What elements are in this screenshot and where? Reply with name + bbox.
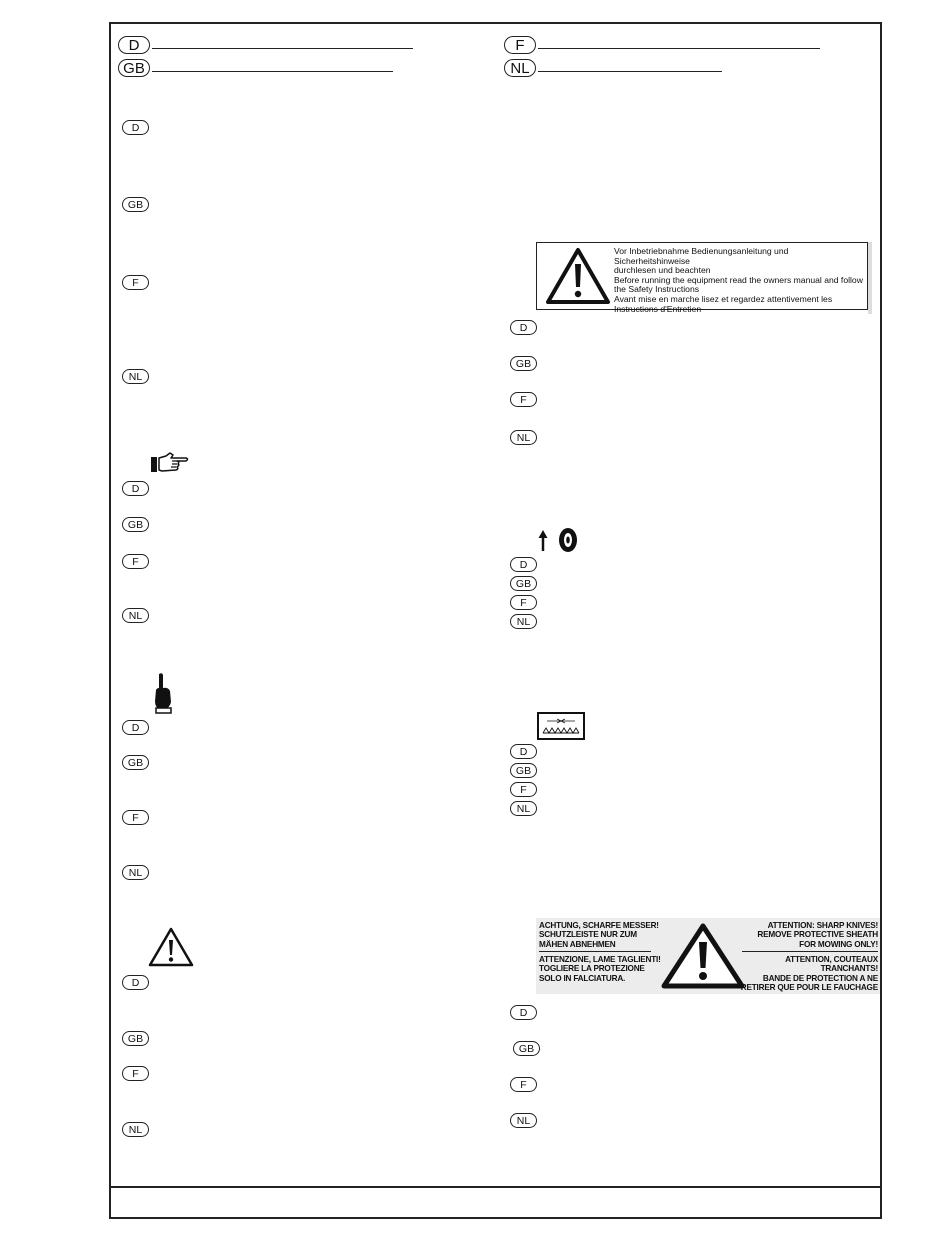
safety-notice-sticker [536, 242, 868, 314]
notice-line-5: Avant mise en marche lisez et regardez attentivement les [614, 293, 833, 304]
label-de-line-2: SCHUTZLEISTE NUR ZUM [539, 930, 637, 940]
lang-badge-gb: GB [513, 1041, 540, 1056]
warning-triangle-icon [148, 926, 194, 968]
lang-badge-nl-header: NL [504, 59, 536, 77]
label-fr-line-1: ATTENTION, COUTEAUX TRANCHANTS! [785, 955, 878, 974]
label-en-line-1: ATTENTION: SHARP KNIVES! [767, 921, 878, 930]
sticker-shadow [868, 242, 872, 314]
label-en-line-3: FOR MOWING ONLY! [799, 939, 878, 949]
lang-badge-fr: F [122, 1066, 149, 1081]
lang-badge-fr-header: F [504, 36, 536, 54]
lang-badge-fr: F [510, 392, 537, 407]
label-en [736, 921, 878, 949]
lang-badge-fr: F [510, 595, 537, 610]
lang-badge-fr: F [122, 554, 149, 569]
label-it-line-2: TOGLIERE LA PROTEZIONE [539, 964, 645, 974]
safety-notice-text [614, 247, 866, 314]
lang-badge-de-header: D [118, 36, 150, 54]
lang-badge-nl: NL [510, 614, 537, 629]
lang-badge-nl: NL [122, 608, 149, 623]
lang-badge-fr: F [122, 275, 149, 290]
lang-badge-fr: F [510, 1077, 537, 1092]
sharp-knives-label [536, 918, 880, 994]
lang-badge-de: D [122, 720, 149, 735]
page-frame [109, 22, 882, 1219]
label-de-line-1: ACHTUNG, SCHARFE MESSER! [539, 921, 659, 930]
lang-badge-gb: GB [122, 517, 149, 532]
pointing-hand-icon [150, 452, 190, 474]
lang-badge-de: D [510, 744, 537, 759]
lang-badge-gb: GB [510, 576, 537, 591]
label-de-line-3: MÄHEN ABNEHMEN [539, 939, 616, 949]
lang-badge-fr: F [510, 782, 537, 797]
warning-triangle-icon [545, 247, 611, 305]
notice-line-3: Before running the equipment read the owners manual and follow [614, 274, 863, 285]
lang-badge-gb: GB [510, 763, 537, 778]
label-it-line-3: SOLO IN FALCIATURA. [539, 973, 626, 983]
header-rule-gb [152, 71, 393, 72]
header-rule-fr [538, 48, 820, 49]
lang-badge-gb: GB [122, 1031, 149, 1046]
lang-badge-nl: NL [122, 865, 149, 880]
notice-line-1: Vor Inbetriebnahme Bedienungsanleitung und Sicherheitshinweise [614, 246, 789, 266]
lang-badge-nl: NL [510, 1113, 537, 1128]
lang-badge-de: D [122, 120, 149, 135]
lang-badge-de: D [510, 557, 537, 572]
footer-rule [109, 1186, 882, 1188]
lang-badge-nl: NL [510, 430, 537, 445]
lang-badge-gb: GB [122, 197, 149, 212]
label-divider-right [742, 951, 878, 952]
notice-line-6: Instructions d'Entretien [614, 303, 702, 314]
label-it [539, 955, 664, 983]
lang-badge-fr: F [122, 810, 149, 825]
lang-badge-gb: GB [122, 755, 149, 770]
lang-badge-gb-header: GB [118, 59, 150, 77]
lang-badge-de: D [122, 975, 149, 990]
header-rule-nl [538, 71, 722, 72]
lang-badge-nl: NL [510, 801, 537, 816]
label-en-line-2: REMOVE PROTECTIVE SHEATH [757, 930, 878, 940]
lang-badge-de: D [122, 481, 149, 496]
notice-line-4: the Safety Instructions [614, 284, 700, 295]
lang-badge-de: D [510, 320, 537, 335]
label-fr-line-2: BANDE DE PROTECTION A NE [762, 973, 878, 983]
lang-badge-nl: NL [122, 1122, 149, 1137]
label-divider-left [539, 951, 651, 952]
notice-line-2: durchlesen und beachten [614, 265, 711, 276]
header-rule-de [152, 48, 413, 49]
tyre-arrow-icon [537, 527, 579, 553]
lang-badge-nl: NL [122, 369, 149, 384]
label-it-line-1: ATTENZIONE, LAME TAGLIENTI! [539, 955, 661, 964]
lang-badge-gb: GB [510, 356, 537, 371]
index-finger-icon [152, 672, 174, 714]
label-fr-line-3: RETIRER QUE POUR LE FAUCHAGE [740, 983, 878, 993]
lang-badge-de: D [510, 1005, 537, 1020]
cutter-bar-icon [537, 712, 585, 740]
label-fr [728, 955, 878, 993]
label-de [539, 921, 659, 949]
